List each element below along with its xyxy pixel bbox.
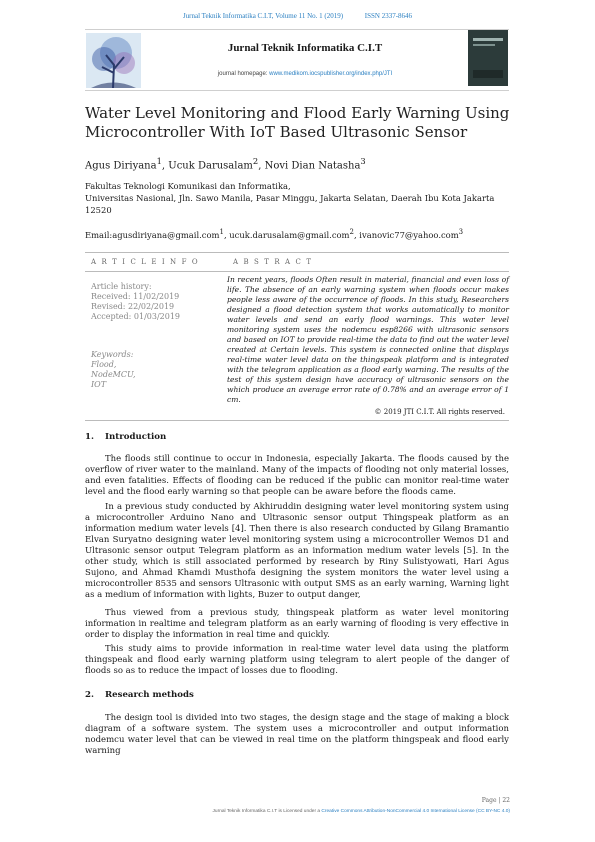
journal-tree-logo-icon xyxy=(86,33,141,88)
section-heading xyxy=(85,690,194,700)
license-prefix: Jurnal Teknik Informatika C.I.T is Licensed under a xyxy=(212,809,321,814)
email-mark: 1 xyxy=(219,228,224,236)
journal-cover-thumbnail-icon xyxy=(468,30,508,86)
issn: ISSN 2337-8646 xyxy=(364,12,413,20)
info-header-row xyxy=(85,252,509,272)
article-info-label: A R T I C L E I N F O xyxy=(91,258,200,266)
email-address: ivanovic77@yahoo.com xyxy=(359,229,459,240)
revised-date: Revised: 22/02/2019 xyxy=(91,302,175,311)
journal-reference: Jurnal Teknik Informatika C.I.T, Volume 11 No. 1 (2019) xyxy=(182,12,344,20)
email-label: Email: xyxy=(85,229,113,240)
section-title: Research methods xyxy=(105,690,194,700)
author-name: Ucuk Darusalam xyxy=(168,160,253,172)
author-affiliation-mark: 2 xyxy=(252,156,259,166)
journal-name: Jurnal Teknik Informatika C.I.T xyxy=(227,42,383,54)
email-address: agusdiriyana@gmail.com xyxy=(112,229,220,240)
section-heading xyxy=(85,432,166,442)
license-link[interactable]: Creative Commons Attribution-NonCommercial 4.0 International License (CC BY-NC 4.0) xyxy=(321,809,510,814)
author-affiliation-mark: 3 xyxy=(360,156,366,166)
homepage-link[interactable]: www.medikom.iocspublisher.org/index.php/JTI xyxy=(269,71,393,77)
author-emails: Email:agusdiriyana@gmail.com$^1$, ucuk.darusalam@gmail.com$^2$, ivanovic77@yahoo.com$^3$ xyxy=(85,228,464,240)
author-list: Agus Diriyana$^1$, Ucuk Darusalam$^2$, Novi Dian Natasha$^3$ xyxy=(85,156,366,172)
article-history xyxy=(91,282,221,322)
email-address: ucuk.darusalam@gmail.com xyxy=(229,229,350,240)
keywords xyxy=(91,350,221,390)
affiliation-line: Fakultas Teknologi Komunikasi dan Informatika, xyxy=(85,181,291,191)
author-affiliation-mark: 1 xyxy=(156,156,162,166)
abstract-label: A B S T R A C T xyxy=(233,258,313,266)
section-number: 1. xyxy=(85,432,94,442)
author-name: Agus Diriyana xyxy=(85,160,157,172)
author-name: Novi Dian Natasha xyxy=(264,160,361,172)
license-footer xyxy=(85,809,510,814)
journal-homepage xyxy=(150,71,460,77)
history-title: Article history: xyxy=(91,282,152,291)
accepted-date: Accepted: 01/03/2019 xyxy=(91,312,181,321)
keywords-title: Keywords: xyxy=(91,350,134,359)
section-title: Introduction xyxy=(105,432,167,442)
keyword: Flood, xyxy=(91,360,117,369)
body-paragraph: This study aims to provide information in real-time water level data using the platform thingspeak and flood early warning platform using telegram to alert people of the danger of floods so as to reduce the impact of losses due to flooding. xyxy=(85,644,509,676)
body-paragraph: In a previous study conducted by Akhiruddin designing water level monitoring system using a microcontroller Arduino Nano and Ultrasonic sensor output Thingspeak platform as an information medium water levels [4]. Then there is also research conducted by Gilang Bramantio Elvan Suryatno designing water level monitoring system using a microcontroller Wemos D1 and Ultrasonic sensor output Telegram platform as an information medium water levels [5]. In the other study, which is still associated performed by research by Riny Sulistyowati, Hari Agus Sujono, and Ahmad Khamdi Musthofa designing the system monitors the water level using a microcontroller 8535 and sensors Ultrasonic with output SMS as an early warning, Warning light as a medium of information with lights, Buzer to output danger, xyxy=(85,502,509,600)
body-paragraph: Thus viewed from a previous study, thingspeak platform as water level monitoring information in realtime and telegram platform as an early warning of flooding is very effective in order to display the information in real time and quickly. xyxy=(85,608,509,640)
email-mark: 3 xyxy=(458,228,464,236)
received-date: Received: 11/02/2019 xyxy=(91,292,180,301)
affiliation-line: 12520 xyxy=(85,205,112,215)
homepage-label: journal homepage: xyxy=(217,71,268,77)
keyword: IOT xyxy=(91,380,107,389)
abstract-text: In recent years, floods Often result in material, financial and even loss of life. The absence of an early warning system when floods occur makes people less aware of the occurrence of floods. In this study, Researchers designed a flood detection system that works automatically to monitor water levels and send an early flood warnings. This water level monitoring system uses the nodemcu esp8266 with ultrasonic sensors and based on IOT to provide real-time the data to find out the water level created at Certain levels. This system is connected online that displays real-time water level data on the thingspeak platform and is integrated with the telegram application as a flood early warning. The results of the test of this system design have accuracy of ultrasonic sensors on the which produce an average error rate of 0.78% and an average error of 1 cm. xyxy=(227,275,509,404)
section-number: 2. xyxy=(85,690,94,700)
journal-header-band xyxy=(85,29,509,91)
running-header xyxy=(0,12,595,20)
page-number: Page | 22 xyxy=(481,797,510,804)
copyright-notice: © 2019 JTI C.I.T. All rights reserved. xyxy=(374,408,505,416)
affiliation-line: Universitas Nasional, Jln. Sawo Manila, Pasar Minggu, Jakarta Selatan, Daerah Ibu Kota Jakarta xyxy=(85,193,495,203)
article-info-box xyxy=(85,252,509,422)
body-paragraph: The design tool is divided into two stages, the design stage and the stage of making a block diagram of a software system. The system uses a microcontroller and output information nodemcu water level that can be viewed in real time on the platform thingspeak and flood early warning xyxy=(85,713,509,756)
email-mark: 2 xyxy=(349,228,354,236)
affiliation xyxy=(85,180,515,216)
body-paragraph: The floods still continue to occur in Indonesia, especially Jakarta. The floods caused by the overflow of river water to the mainland. Many of the impacts of flooding not only material losses, and even fatalities. Effects of flooding can be reduced if the public can monitor real-time water level and the flood early warning so that people can be aware before the floods came. xyxy=(85,454,509,497)
info-box-divider xyxy=(85,420,509,421)
paper-title: Water Level Monitoring and Flood Early Warning Using Microcontroller With IoT Based Ultrasonic Sensor xyxy=(85,104,510,141)
keyword: NodeMCU, xyxy=(91,370,136,379)
